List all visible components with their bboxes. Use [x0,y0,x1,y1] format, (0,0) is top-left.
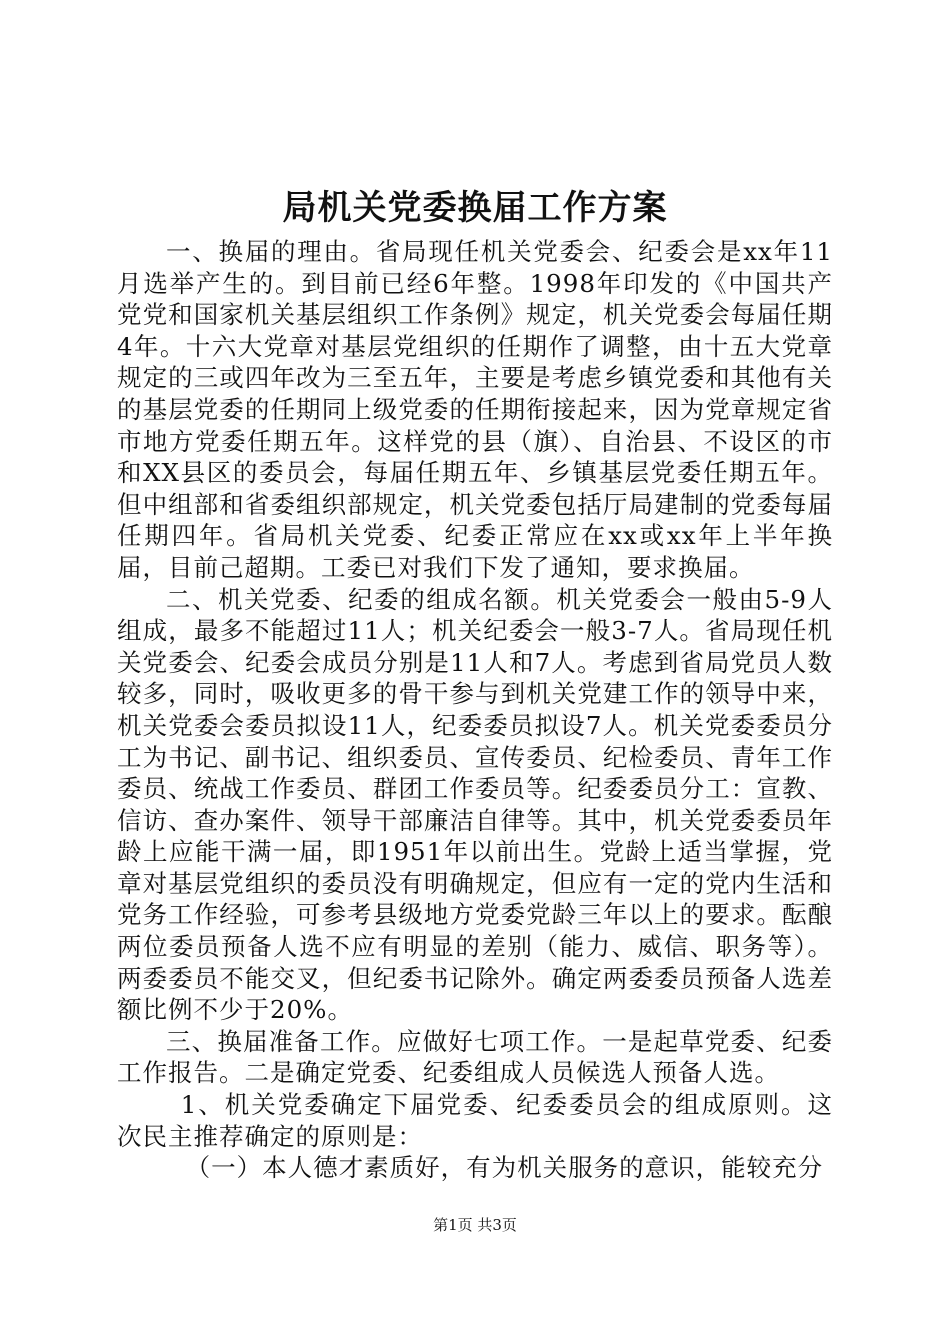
paragraph-reason: 一、换届的理由。省局现任机关党委会、纪委会是xx年11月选举产生的。到目前已经6年整。1998年印发的《中国共产党党和国家机关基层组织工作条例》规定，机关党委会每届任期4年。十六大党章对基层党组织的任期作了调整，由十五大党章规定的三或四年改为三至五年，主要是考虑乡镇党委和其他有关的基层党委的任期同上级党委的任期衔接起来，因为党章规定省市地方党委任期五年。这样党的县（旗）、自治县、不设区的市和XX县区的委员会，每届任期五年、乡镇基层党委任期五年。但中组部和省委组织部规定，机关党委包括厅局建制的党委每届任期四年。省局机关党委、纪委正常应在xx或xx年上半年换届，目前己超期。工委已对我们下发了通知，要求换届。 [117,237,833,582]
paragraph-preparation: 三、换届准备工作。应做好七项工作。一是起草党委、纪委工作报告。二是确定党委、纪委组成人员候选人预备人选。 [117,1026,833,1088]
page-number-footer: 第1页 共3页 [433,1216,517,1234]
document-body [117,236,833,1184]
paragraph-criteria: （一）本人德才素质好，有为机关服务的意识，能较充分 [185,1153,824,1183]
paragraph-quota: 二、机关党委、纪委的组成名额。机关党委会一般由5-9人组成，最多不能超过11人；机关纪委会一般3-7人。省局现任机关党委会、纪委会成员分别是11人和7人。考虑到省局党员人数较多，同时，吸收更多的骨干参与到机关党建工作的领导中来，机关党委会委员拟设11人，纪委委员拟设7人。机关党委委员分工为书记、副书记、组织委员、宣传委员、纪检委员、青年工作委员、统战工作委员、群团工作委员等。纪委委员分工：宣教、信访、查办案件、领导干部廉洁自律等。其中，机关党委委员年龄上应能干满一届，即1951年以前出生。党龄上适当掌握，党章对基层党组织的委员没有明确规定，但应有一定的党内生活和党务工作经验，可参考县级地方党委党龄三年以上的要求。酝酿两位委员预备人选不应有明显的差别（能力、威信、职务等）。两委委员不能交叉，但纪委书记除外。确定两委委员预备人选差额比例不少于20%。 [117,584,833,1025]
paragraph-principle: 1、机关党委确定下届党委、纪委委员会的组成原则。这次民主推荐确定的原则是： [117,1090,833,1151]
document-title: 局机关党委换届工作方案 [282,188,668,228]
